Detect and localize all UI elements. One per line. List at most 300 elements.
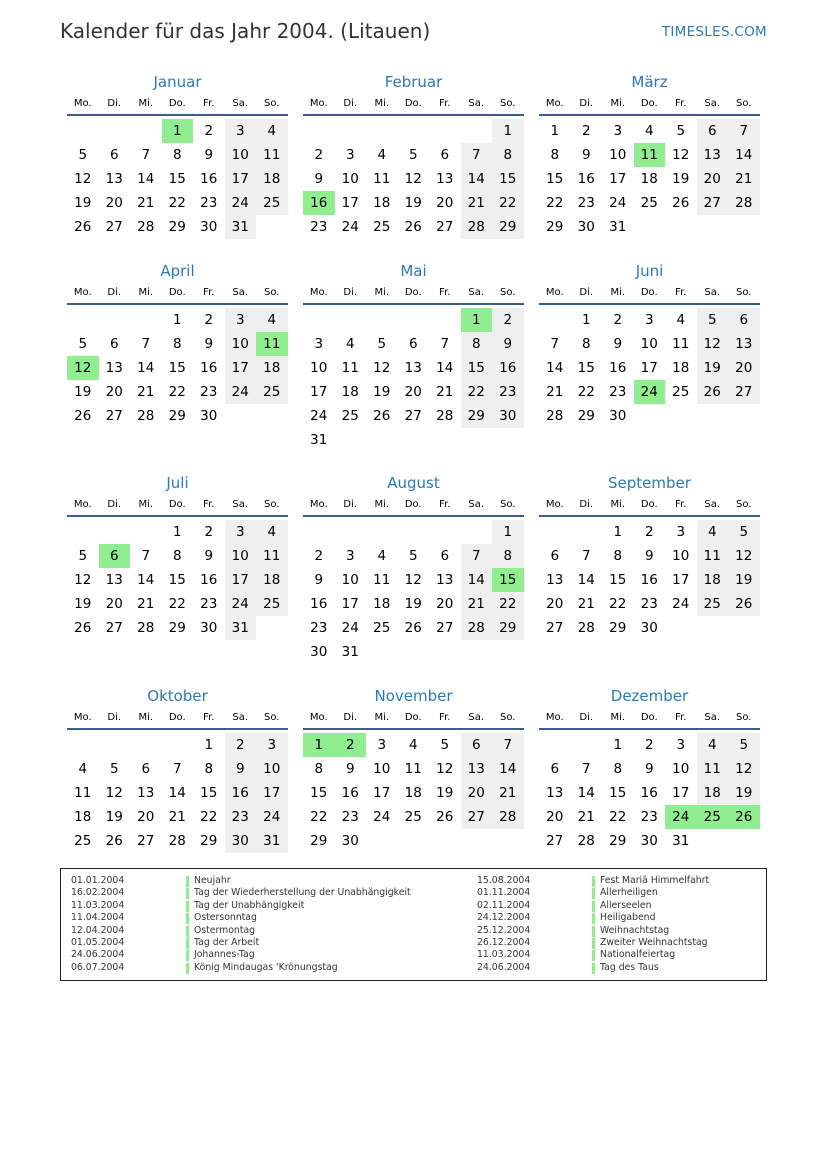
day-cell: 1: [492, 119, 524, 143]
weekday-header: Di.: [343, 287, 358, 298]
holiday-marker: [186, 888, 189, 899]
holiday-date: 11.04.2004: [71, 912, 125, 924]
day-cell: 3: [613, 123, 623, 139]
day-cell: 29: [577, 408, 595, 424]
day-cell: 10: [341, 572, 359, 588]
day-cell: 28: [577, 833, 595, 849]
weekday-header: Mo.: [73, 499, 92, 510]
holiday-day-cell: 26: [728, 805, 760, 829]
day-cell: 9: [204, 147, 214, 163]
day-cell: 22: [492, 592, 524, 616]
day-cell: 1: [581, 312, 591, 328]
day-cell: 26: [697, 380, 729, 404]
month-divider: [539, 114, 760, 116]
day-cell: 30: [577, 219, 595, 235]
month-name: Juli: [166, 474, 189, 492]
weekday-header: Fr.: [675, 287, 687, 298]
day-cell: 6: [109, 147, 119, 163]
holiday-day-cell: 24: [665, 805, 697, 829]
month-name: Oktober: [147, 687, 208, 705]
holiday-name: Johannes-Tag: [194, 949, 255, 961]
holiday-date: 24.12.2004: [477, 912, 531, 924]
weekday-header: Sa.: [232, 98, 249, 109]
day-cell: 30: [200, 219, 218, 235]
month-divider: [67, 728, 288, 730]
day-cell: 11: [672, 336, 690, 352]
day-cell: 28: [546, 408, 564, 424]
day-cell: 5: [408, 147, 418, 163]
day-cell: 7: [581, 761, 591, 777]
holiday-marker: [186, 876, 189, 887]
day-cell: 14: [577, 785, 595, 801]
day-cell: 13: [436, 171, 454, 187]
day-cell: 28: [137, 620, 155, 636]
day-cell: 16: [640, 572, 658, 588]
day-cell: 1: [550, 123, 560, 139]
weekday-header: Sa.: [468, 499, 485, 510]
day-cell: 23: [200, 596, 218, 612]
month-name: Juni: [635, 262, 664, 280]
day-cell: 29: [492, 616, 524, 640]
day-cell: 21: [577, 809, 595, 825]
day-cell: 12: [404, 171, 422, 187]
day-cell: 25: [404, 809, 422, 825]
day-cell: 29: [168, 408, 186, 424]
day-cell: 6: [728, 308, 760, 332]
day-cell: 25: [256, 592, 288, 616]
holiday-name: Tag der Wiederherstellung der Unabhängigkeit: [194, 887, 411, 899]
holiday-marker: [592, 876, 595, 887]
day-cell: 22: [609, 596, 627, 612]
day-cell: 31: [256, 829, 288, 853]
month-name: Mai: [400, 262, 427, 280]
day-cell: 7: [461, 143, 493, 167]
weekday-header: Fr.: [675, 712, 687, 723]
holiday-date: 01.11.2004: [477, 887, 531, 899]
day-cell: 17: [640, 360, 658, 376]
day-cell: 13: [105, 572, 123, 588]
month-divider: [539, 303, 760, 305]
day-cell: 17: [256, 781, 288, 805]
weekday-header: Mo.: [545, 712, 564, 723]
day-cell: 17: [341, 195, 359, 211]
day-cell: 6: [141, 761, 151, 777]
day-cell: 20: [436, 596, 454, 612]
weekday-header: So.: [500, 499, 516, 510]
day-cell: 3: [225, 308, 257, 332]
weekday-header: Mi.: [138, 287, 154, 298]
day-cell: 27: [697, 191, 729, 215]
holiday-date: 01.01.2004: [71, 875, 125, 886]
weekday-header: Di.: [579, 98, 594, 109]
day-cell: 23: [577, 195, 595, 211]
holiday-date: 24.06.2004: [71, 949, 125, 961]
day-cell: 4: [256, 119, 288, 143]
holiday-marker: [592, 963, 595, 974]
month-name: Februar: [384, 73, 443, 91]
day-cell: 8: [550, 147, 560, 163]
weekday-header: Do.: [640, 712, 658, 723]
day-cell: 12: [404, 572, 422, 588]
day-cell: 16: [310, 596, 328, 612]
weekday-header: Mi.: [138, 98, 154, 109]
day-cell: 11: [74, 785, 92, 801]
day-cell: 10: [225, 332, 257, 356]
day-cell: 2: [225, 733, 257, 757]
month-name: März: [631, 73, 668, 91]
day-cell: 10: [225, 544, 257, 568]
day-cell: 26: [404, 219, 422, 235]
month-divider: [539, 515, 760, 517]
day-cell: 9: [314, 171, 324, 187]
day-cell: 21: [461, 592, 493, 616]
day-cell: 20: [105, 384, 123, 400]
weekday-header: Mo.: [309, 499, 328, 510]
day-cell: 10: [640, 336, 658, 352]
day-cell: 19: [404, 195, 422, 211]
day-cell: 24: [225, 380, 257, 404]
day-cell: 21: [492, 781, 524, 805]
day-cell: 27: [105, 620, 123, 636]
weekday-header: Mi.: [374, 287, 390, 298]
day-cell: 10: [609, 147, 627, 163]
day-cell: 8: [172, 336, 182, 352]
day-cell: 25: [697, 592, 729, 616]
day-cell: 15: [577, 360, 595, 376]
weekday-header: Di.: [579, 712, 594, 723]
holiday-day-cell: 11: [634, 143, 666, 167]
weekday-header: So.: [736, 287, 752, 298]
day-cell: 22: [310, 809, 328, 825]
day-cell: 3: [676, 737, 686, 753]
day-cell: 12: [105, 785, 123, 801]
day-cell: 5: [728, 733, 760, 757]
holiday-date: 16.02.2004: [71, 887, 125, 899]
weekday-header: Do.: [168, 499, 186, 510]
day-cell: 13: [461, 757, 493, 781]
day-cell: 22: [461, 380, 493, 404]
weekday-header: Mi.: [138, 499, 154, 510]
day-cell: 25: [672, 384, 690, 400]
day-cell: 26: [373, 408, 391, 424]
weekday-header: Fr.: [439, 287, 451, 298]
day-cell: 30: [200, 620, 218, 636]
day-cell: 29: [168, 219, 186, 235]
day-cell: 9: [644, 548, 654, 564]
day-cell: 18: [373, 596, 391, 612]
holiday-day-cell: 16: [303, 191, 335, 215]
day-cell: 2: [581, 123, 591, 139]
day-cell: 25: [256, 191, 288, 215]
day-cell: 26: [74, 219, 92, 235]
day-cell: 18: [341, 384, 359, 400]
day-cell: 26: [728, 592, 760, 616]
day-cell: 1: [204, 737, 214, 753]
weekday-header: Fr.: [203, 499, 215, 510]
day-cell: 7: [461, 544, 493, 568]
day-cell: 11: [341, 360, 359, 376]
day-cell: 4: [676, 312, 686, 328]
day-cell: 31: [672, 833, 690, 849]
weekday-header: Do.: [404, 98, 422, 109]
day-cell: 5: [676, 123, 686, 139]
day-cell: 15: [461, 356, 493, 380]
day-cell: 9: [204, 548, 214, 564]
day-cell: 28: [577, 620, 595, 636]
day-cell: 20: [105, 195, 123, 211]
day-cell: 28: [492, 805, 524, 829]
day-cell: 30: [200, 408, 218, 424]
day-cell: 13: [728, 332, 760, 356]
day-cell: 16: [200, 572, 218, 588]
day-cell: 15: [168, 360, 186, 376]
day-cell: 13: [105, 360, 123, 376]
day-cell: 14: [137, 572, 155, 588]
day-cell: 19: [728, 781, 760, 805]
weekday-header: Di.: [107, 98, 122, 109]
day-cell: 4: [408, 737, 418, 753]
day-cell: 8: [314, 761, 324, 777]
holiday-day-cell: 6: [99, 544, 131, 568]
holiday-date: 06.07.2004: [71, 961, 125, 973]
day-cell: 5: [78, 147, 88, 163]
day-cell: 18: [697, 781, 729, 805]
day-cell: 12: [74, 171, 92, 187]
day-cell: 27: [105, 219, 123, 235]
day-cell: 22: [168, 596, 186, 612]
day-cell: 25: [640, 195, 658, 211]
day-cell: 2: [204, 524, 214, 540]
day-cell: 29: [461, 404, 493, 428]
day-cell: 24: [256, 805, 288, 829]
day-cell: 4: [697, 733, 729, 757]
day-cell: 10: [310, 360, 328, 376]
day-cell: 19: [728, 568, 760, 592]
day-cell: 14: [137, 171, 155, 187]
day-cell: 4: [345, 336, 355, 352]
weekday-header: Mi.: [374, 499, 390, 510]
day-cell: 25: [74, 833, 92, 849]
day-cell: 6: [440, 548, 450, 564]
day-cell: 21: [137, 195, 155, 211]
month-name: November: [374, 687, 453, 705]
day-cell: 14: [546, 360, 564, 376]
day-cell: 28: [137, 219, 155, 235]
day-cell: 3: [345, 548, 355, 564]
day-cell: 14: [436, 360, 454, 376]
weekday-header: Mi.: [138, 712, 154, 723]
day-cell: 21: [137, 596, 155, 612]
holiday-date: 11.03.2004: [477, 949, 531, 961]
weekday-header: So.: [264, 287, 280, 298]
holiday-name: Heiligabend: [600, 912, 656, 924]
day-cell: 30: [492, 404, 524, 428]
weekday-header: Di.: [343, 499, 358, 510]
holiday-name: Neujahr: [194, 875, 231, 886]
day-cell: 12: [728, 544, 760, 568]
day-cell: 17: [225, 568, 257, 592]
site-logo[interactable]: TIMESLES.COM: [661, 24, 767, 40]
day-cell: 11: [404, 761, 422, 777]
day-cell: 5: [408, 548, 418, 564]
day-cell: 28: [728, 191, 760, 215]
day-cell: 25: [373, 620, 391, 636]
holiday-name: Weihnachtstag: [600, 924, 670, 936]
day-cell: 14: [577, 572, 595, 588]
day-cell: 5: [728, 520, 760, 544]
holiday-name: Zweiter Weihnachtstag: [600, 937, 708, 948]
day-cell: 18: [640, 171, 658, 187]
holiday-name: Allerheiligen: [600, 887, 658, 899]
day-cell: 21: [728, 167, 760, 191]
day-cell: 8: [172, 548, 182, 564]
month-name: September: [608, 474, 691, 492]
holiday-date: 01.05.2004: [71, 937, 125, 948]
day-cell: 27: [461, 805, 493, 829]
day-cell: 3: [314, 336, 324, 352]
weekday-header: Di.: [343, 98, 358, 109]
day-cell: 13: [546, 572, 564, 588]
day-cell: 29: [200, 833, 218, 849]
day-cell: 11: [697, 757, 729, 781]
day-cell: 22: [168, 384, 186, 400]
weekday-header: Mo.: [73, 98, 92, 109]
weekday-header: Mi.: [610, 712, 626, 723]
holiday-name: Ostersonntag: [194, 912, 257, 924]
weekday-header: Di.: [107, 712, 122, 723]
day-cell: 15: [168, 572, 186, 588]
day-cell: 27: [436, 219, 454, 235]
holiday-date: 24.06.2004: [477, 961, 531, 973]
day-cell: 23: [200, 384, 218, 400]
weekday-header: Di.: [343, 712, 358, 723]
day-cell: 11: [697, 544, 729, 568]
day-cell: 2: [644, 524, 654, 540]
day-cell: 17: [672, 572, 690, 588]
day-cell: 23: [640, 596, 658, 612]
month-divider: [67, 515, 288, 517]
day-cell: 30: [341, 833, 359, 849]
day-cell: 14: [728, 143, 760, 167]
day-cell: 13: [546, 785, 564, 801]
holiday-marker: [186, 926, 189, 937]
day-cell: 5: [440, 737, 450, 753]
month-divider: [303, 114, 524, 116]
weekday-header: Mo.: [309, 98, 328, 109]
day-cell: 10: [256, 757, 288, 781]
day-cell: 18: [256, 356, 288, 380]
day-cell: 31: [225, 215, 257, 239]
weekday-header: So.: [264, 98, 280, 109]
weekday-header: So.: [736, 499, 752, 510]
holiday-marker: [592, 913, 595, 924]
day-cell: 13: [697, 143, 729, 167]
day-cell: 29: [310, 833, 328, 849]
holiday-day-cell: 2: [335, 733, 367, 757]
holiday-date: 11.03.2004: [71, 899, 125, 911]
weekday-header: Do.: [640, 499, 658, 510]
day-cell: 16: [640, 785, 658, 801]
day-cell: 9: [581, 147, 591, 163]
holiday-day-cell: 11: [256, 332, 288, 356]
day-cell: 24: [341, 219, 359, 235]
day-cell: 15: [168, 171, 186, 187]
weekday-header: Do.: [640, 287, 658, 298]
holiday-name: Tag der Arbeit: [194, 937, 260, 948]
holiday-day-cell: 1: [303, 733, 335, 757]
day-cell: 27: [546, 620, 564, 636]
weekday-header: So.: [736, 98, 752, 109]
day-cell: 16: [225, 781, 257, 805]
day-cell: 13: [404, 360, 422, 376]
day-cell: 20: [728, 356, 760, 380]
day-cell: 15: [546, 171, 564, 187]
day-cell: 11: [256, 143, 288, 167]
day-cell: 14: [492, 757, 524, 781]
day-cell: 7: [141, 548, 151, 564]
weekday-header: Fr.: [675, 499, 687, 510]
weekday-header: Mo.: [545, 287, 564, 298]
day-cell: 16: [492, 356, 524, 380]
day-cell: 21: [461, 191, 493, 215]
day-cell: 2: [204, 312, 214, 328]
day-cell: 18: [256, 167, 288, 191]
day-cell: 4: [256, 520, 288, 544]
weekday-header: Fr.: [203, 287, 215, 298]
day-cell: 6: [550, 548, 560, 564]
day-cell: 22: [609, 809, 627, 825]
day-cell: 5: [109, 761, 119, 777]
day-cell: 22: [168, 195, 186, 211]
month-name: Dezember: [610, 687, 689, 705]
day-cell: 8: [172, 147, 182, 163]
day-cell: 3: [676, 524, 686, 540]
day-cell: 2: [314, 147, 324, 163]
day-cell: 15: [200, 785, 218, 801]
day-cell: 23: [492, 380, 524, 404]
day-cell: 4: [697, 520, 729, 544]
day-cell: 3: [345, 147, 355, 163]
day-cell: 19: [74, 195, 92, 211]
day-cell: 24: [310, 408, 328, 424]
day-cell: 2: [492, 308, 524, 332]
day-cell: 21: [577, 596, 595, 612]
holiday-marker: [592, 888, 595, 899]
day-cell: 4: [377, 147, 387, 163]
day-cell: 18: [697, 568, 729, 592]
weekday-header: Do.: [168, 712, 186, 723]
day-cell: 15: [609, 785, 627, 801]
holiday-name: Tag der Unabhängigkeit: [194, 899, 305, 911]
day-cell: 30: [225, 829, 257, 853]
day-cell: 31: [310, 432, 328, 448]
day-cell: 23: [310, 620, 328, 636]
day-cell: 6: [408, 336, 418, 352]
day-cell: 9: [492, 332, 524, 356]
day-cell: 31: [609, 219, 627, 235]
day-cell: 19: [74, 384, 92, 400]
day-cell: 6: [109, 336, 119, 352]
month-divider: [67, 114, 288, 116]
holiday-marker: [186, 950, 189, 961]
day-cell: 19: [74, 596, 92, 612]
day-cell: 14: [461, 568, 493, 592]
day-cell: 29: [609, 833, 627, 849]
holiday-day-cell: 1: [461, 308, 493, 332]
weekday-header: Sa.: [468, 712, 485, 723]
day-cell: 31: [225, 616, 257, 640]
day-cell: 5: [697, 308, 729, 332]
